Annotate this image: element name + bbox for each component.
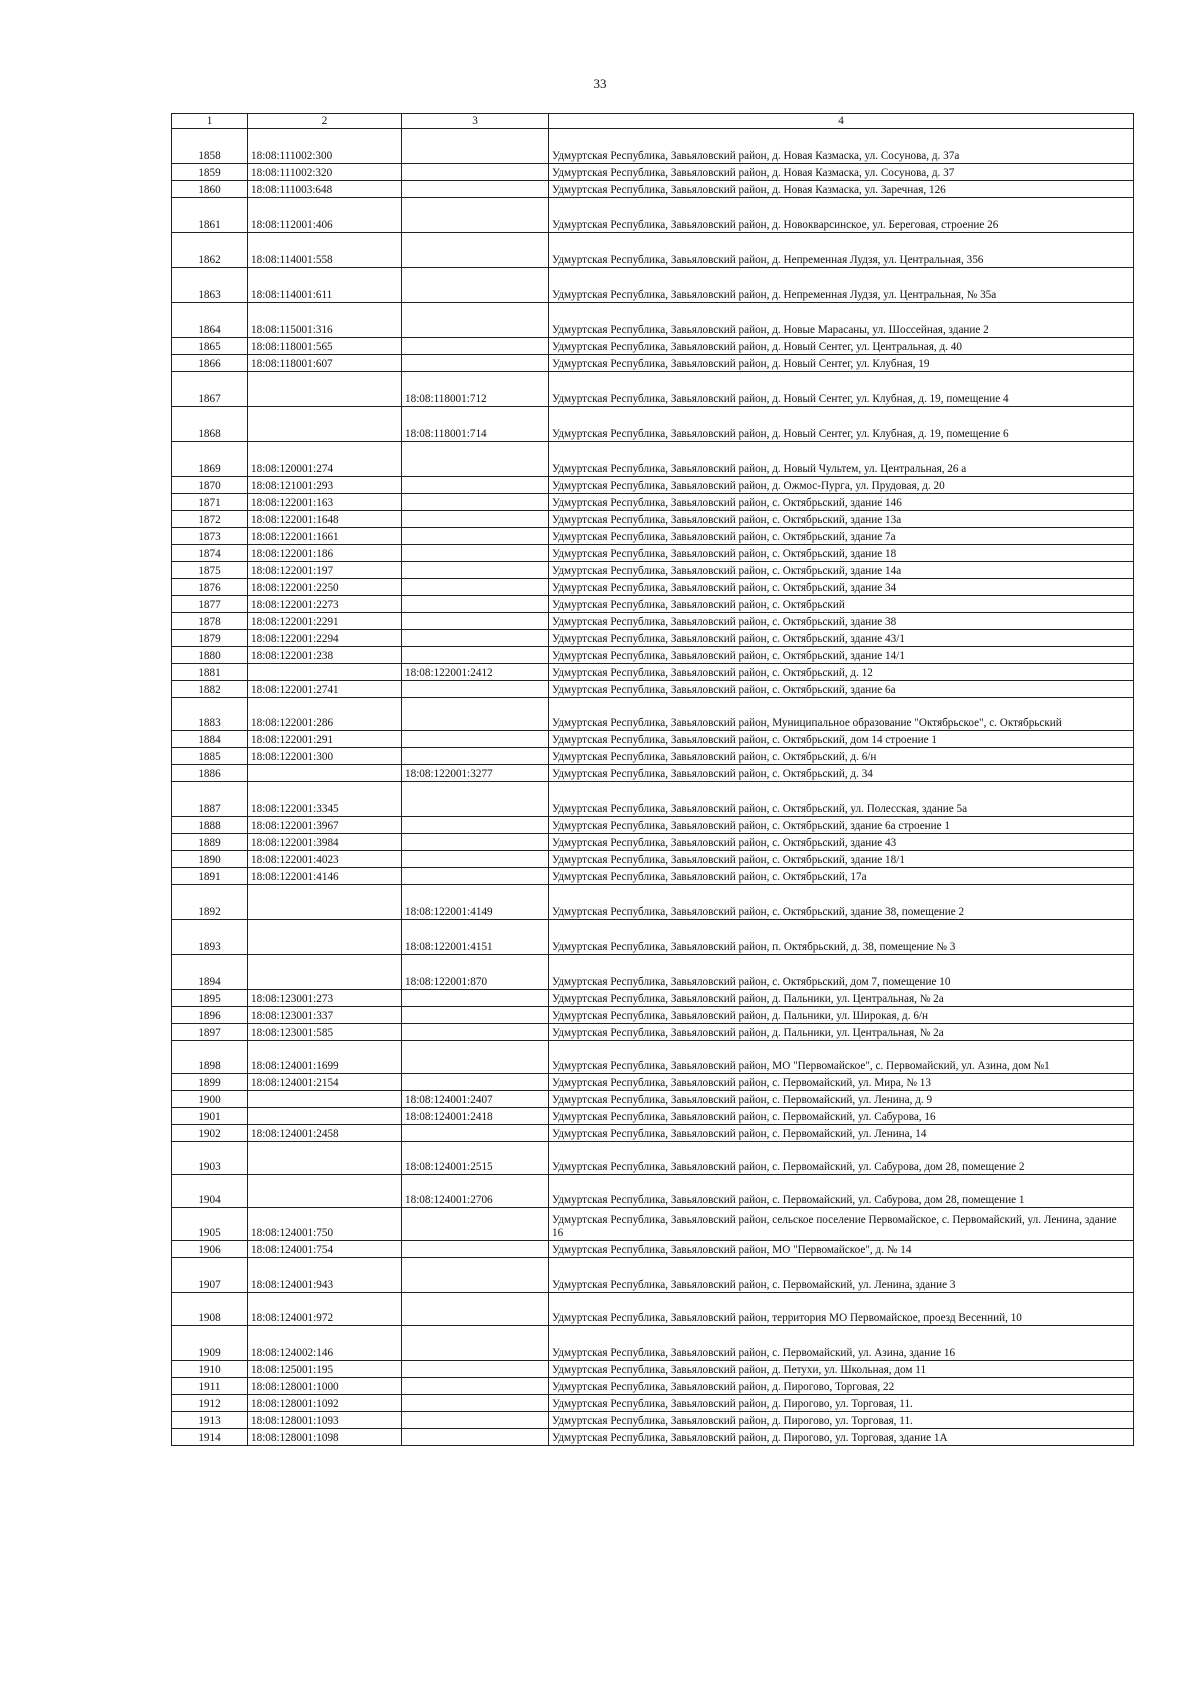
address: Удмуртская Республика, Завьяловский район, с. Октябрьский, здание 43/1 bbox=[549, 630, 1134, 647]
header-col-4: 4 bbox=[549, 114, 1134, 129]
address: Удмуртская Республика, Завьяловский район, д. Пирогово, ул. Торговая, 11. bbox=[549, 1412, 1134, 1429]
row-number: 1895 bbox=[172, 990, 248, 1007]
cadastral-number-premises bbox=[402, 303, 549, 338]
table-row bbox=[172, 817, 1134, 834]
row-number: 1871 bbox=[172, 494, 248, 511]
table-row bbox=[172, 545, 1134, 562]
table-row bbox=[172, 955, 1134, 990]
cadastral-number-premises bbox=[402, 1024, 549, 1041]
address: Удмуртская Республика, Завьяловский район, с. Октябрьский, здание 6а строение 1 bbox=[549, 817, 1134, 834]
table-row bbox=[172, 765, 1134, 782]
row-number: 1862 bbox=[172, 233, 248, 268]
table-row bbox=[172, 1241, 1134, 1258]
address: Удмуртская Республика, Завьяловский район, д. Петухи, ул. Школьная, дом 11 bbox=[549, 1361, 1134, 1378]
row-number: 1859 bbox=[172, 164, 248, 181]
cadastral-number-land: 18:08:123001:585 bbox=[248, 1024, 402, 1041]
row-number: 1899 bbox=[172, 1074, 248, 1091]
cadastral-number-land bbox=[248, 1142, 402, 1175]
address: Удмуртская Республика, Завьяловский район, с. Октябрьский, здание 38 bbox=[549, 613, 1134, 630]
address: Удмуртская Республика, Завьяловский район, с. Октябрьский, д. 6/н bbox=[549, 748, 1134, 765]
row-number: 1913 bbox=[172, 1412, 248, 1429]
address: Удмуртская Республика, Завьяловский район, с. Октябрьский, д. 12 bbox=[549, 664, 1134, 681]
cadastral-number-land: 18:08:122001:2291 bbox=[248, 613, 402, 630]
row-number: 1890 bbox=[172, 851, 248, 868]
cadastral-number-land: 18:08:122001:197 bbox=[248, 562, 402, 579]
cadastral-number-land: 18:08:124001:1699 bbox=[248, 1041, 402, 1074]
row-number: 1865 bbox=[172, 338, 248, 355]
cadastral-number-premises: 18:08:122001:3277 bbox=[402, 765, 549, 782]
address: Удмуртская Республика, Завьяловский район, с. Первомайский, ул. Сабурова, 16 bbox=[549, 1108, 1134, 1125]
table-row bbox=[172, 1024, 1134, 1041]
address: Удмуртская Республика, Завьяловский район, д. Пирогово, Торговая, 22 bbox=[549, 1378, 1134, 1395]
cadastral-number-premises bbox=[402, 338, 549, 355]
cadastral-number-premises bbox=[402, 647, 549, 664]
table-row bbox=[172, 1074, 1134, 1091]
address: Удмуртская Республика, Завьяловский район, д. Пальники, ул. Центральная, № 2а bbox=[549, 1024, 1134, 1041]
row-number: 1876 bbox=[172, 579, 248, 596]
address: Удмуртская Республика, Завьяловский район, с. Октябрьский, здание 18/1 bbox=[549, 851, 1134, 868]
table-row bbox=[172, 355, 1134, 372]
row-number: 1910 bbox=[172, 1361, 248, 1378]
cadastral-number-premises bbox=[402, 528, 549, 545]
row-number: 1872 bbox=[172, 511, 248, 528]
table-row bbox=[172, 198, 1134, 233]
table-row bbox=[172, 1258, 1134, 1293]
row-number: 1896 bbox=[172, 1007, 248, 1024]
cadastral-number-premises: 18:08:124001:2407 bbox=[402, 1091, 549, 1108]
cadastral-number-land: 18:08:111003:648 bbox=[248, 181, 402, 198]
table-row bbox=[172, 181, 1134, 198]
address: Удмуртская Республика, Завьяловский район, д. Новый Сентег, ул. Клубная, д. 19, помещение 6 bbox=[549, 407, 1134, 442]
row-number: 1901 bbox=[172, 1108, 248, 1125]
address: Удмуртская Республика, Завьяловский район, с. Октябрьский, дом 7, помещение 10 bbox=[549, 955, 1134, 990]
row-number: 1861 bbox=[172, 198, 248, 233]
table-row bbox=[172, 613, 1134, 630]
cadastral-number-land bbox=[248, 955, 402, 990]
row-number: 1893 bbox=[172, 920, 248, 955]
cadastral-number-land: 18:08:122001:4146 bbox=[248, 868, 402, 885]
cadastral-number-premises bbox=[402, 1208, 549, 1241]
address: Удмуртская Республика, Завьяловский район, д. Новый Сентег, ул. Клубная, д. 19, помещение 4 bbox=[549, 372, 1134, 407]
table-row bbox=[172, 528, 1134, 545]
cadastral-number-premises bbox=[402, 198, 549, 233]
table-row bbox=[172, 477, 1134, 494]
cadastral-number-premises bbox=[402, 1007, 549, 1024]
table-row bbox=[172, 338, 1134, 355]
address: Удмуртская Республика, Завьяловский район, с. Октябрьский, дом 14 строение 1 bbox=[549, 731, 1134, 748]
cadastral-number-premises bbox=[402, 129, 549, 164]
row-number: 1873 bbox=[172, 528, 248, 545]
registry-table bbox=[171, 113, 1134, 1446]
cadastral-number-premises bbox=[402, 1293, 549, 1326]
cadastral-number-premises bbox=[402, 1395, 549, 1412]
cadastral-number-premises bbox=[402, 698, 549, 731]
cadastral-number-land: 18:08:122001:3984 bbox=[248, 834, 402, 851]
table-row bbox=[172, 268, 1134, 303]
cadastral-number-land bbox=[248, 765, 402, 782]
cadastral-number-premises bbox=[402, 1378, 549, 1395]
row-number: 1877 bbox=[172, 596, 248, 613]
row-number: 1878 bbox=[172, 613, 248, 630]
address: Удмуртская Республика, Завьяловский район, с. Октябрьский, д. 34 bbox=[549, 765, 1134, 782]
header-col-1: 1 bbox=[172, 114, 248, 129]
row-number: 1870 bbox=[172, 477, 248, 494]
cadastral-number-land: 18:08:111002:320 bbox=[248, 164, 402, 181]
table-row bbox=[172, 920, 1134, 955]
cadastral-number-land: 18:08:118001:607 bbox=[248, 355, 402, 372]
row-number: 1882 bbox=[172, 681, 248, 698]
table-row bbox=[172, 834, 1134, 851]
cadastral-number-premises bbox=[402, 562, 549, 579]
cadastral-number-land: 18:08:124001:754 bbox=[248, 1241, 402, 1258]
cadastral-number-premises: 18:08:124001:2418 bbox=[402, 1108, 549, 1125]
cadastral-number-premises bbox=[402, 731, 549, 748]
row-number: 1905 bbox=[172, 1208, 248, 1241]
cadastral-number-land: 18:08:128001:1093 bbox=[248, 1412, 402, 1429]
row-number: 1914 bbox=[172, 1429, 248, 1446]
address: Удмуртская Республика, Завьяловский район, д. Новая Казмаска, ул. Сосунова, д. 37а bbox=[549, 129, 1134, 164]
row-number: 1863 bbox=[172, 268, 248, 303]
row-number: 1887 bbox=[172, 782, 248, 817]
cadastral-number-premises bbox=[402, 1326, 549, 1361]
table-row bbox=[172, 1395, 1134, 1412]
cadastral-number-premises bbox=[402, 1041, 549, 1074]
row-number: 1888 bbox=[172, 817, 248, 834]
cadastral-number-land bbox=[248, 407, 402, 442]
address: Удмуртская Республика, Завьяловский район, с. Первомайский, ул. Сабурова, дом 28, помещение 1 bbox=[549, 1175, 1134, 1208]
table-row bbox=[172, 664, 1134, 681]
row-number: 1875 bbox=[172, 562, 248, 579]
cadastral-number-land: 18:08:114001:558 bbox=[248, 233, 402, 268]
cadastral-number-premises: 18:08:122001:870 bbox=[402, 955, 549, 990]
cadastral-number-land bbox=[248, 1091, 402, 1108]
row-number: 1889 bbox=[172, 834, 248, 851]
table-row bbox=[172, 407, 1134, 442]
cadastral-number-land: 18:08:122001:186 bbox=[248, 545, 402, 562]
row-number: 1892 bbox=[172, 885, 248, 920]
row-number: 1902 bbox=[172, 1125, 248, 1142]
row-number: 1898 bbox=[172, 1041, 248, 1074]
cadastral-number-land: 18:08:124002:146 bbox=[248, 1326, 402, 1361]
header-row bbox=[172, 114, 1134, 129]
row-number: 1867 bbox=[172, 372, 248, 407]
cadastral-number-land: 18:08:128001:1092 bbox=[248, 1395, 402, 1412]
table-row bbox=[172, 698, 1134, 731]
cadastral-number-land: 18:08:125001:195 bbox=[248, 1361, 402, 1378]
cadastral-number-premises: 18:08:122001:4149 bbox=[402, 885, 549, 920]
table-row bbox=[172, 511, 1134, 528]
table-row bbox=[172, 1142, 1134, 1175]
cadastral-number-land bbox=[248, 920, 402, 955]
cadastral-number-land: 18:08:128001:1000 bbox=[248, 1378, 402, 1395]
address: Удмуртская Республика, Завьяловский район, с. Октябрьский, 17а bbox=[549, 868, 1134, 885]
cadastral-number-land: 18:08:115001:316 bbox=[248, 303, 402, 338]
cadastral-number-land: 18:08:122001:2273 bbox=[248, 596, 402, 613]
table-row bbox=[172, 647, 1134, 664]
row-number: 1886 bbox=[172, 765, 248, 782]
cadastral-number-premises bbox=[402, 613, 549, 630]
address: Удмуртская Республика, Завьяловский район, д. Новые Марасаны, ул. Шоссейная, здание 2 bbox=[549, 303, 1134, 338]
table-row bbox=[172, 1041, 1134, 1074]
table-row bbox=[172, 851, 1134, 868]
cadastral-number-land: 18:08:114001:611 bbox=[248, 268, 402, 303]
row-number: 1864 bbox=[172, 303, 248, 338]
row-number: 1860 bbox=[172, 181, 248, 198]
cadastral-number-land bbox=[248, 664, 402, 681]
cadastral-number-premises bbox=[402, 748, 549, 765]
table-row bbox=[172, 990, 1134, 1007]
row-number: 1884 bbox=[172, 731, 248, 748]
address: Удмуртская Республика, Завьяловский район, с. Первомайский, ул. Ленина, д. 9 bbox=[549, 1091, 1134, 1108]
address: Удмуртская Республика, Завьяловский район, п. Октябрьский, д. 38, помещение № 3 bbox=[549, 920, 1134, 955]
cadastral-number-land: 18:08:122001:2294 bbox=[248, 630, 402, 647]
row-number: 1858 bbox=[172, 129, 248, 164]
cadastral-number-premises bbox=[402, 1074, 549, 1091]
cadastral-number-premises: 18:08:122001:2412 bbox=[402, 664, 549, 681]
address: Удмуртская Республика, Завьяловский район, д. Пирогово, ул. Торговая, 11. bbox=[549, 1395, 1134, 1412]
address: Удмуртская Республика, Завьяловский район, с. Первомайский, ул. Мира, № 13 bbox=[549, 1074, 1134, 1091]
table-row bbox=[172, 782, 1134, 817]
cadastral-number-premises bbox=[402, 477, 549, 494]
cadastral-number-land: 18:08:122001:4023 bbox=[248, 851, 402, 868]
page-number: 33 bbox=[593, 76, 607, 91]
cadastral-number-land: 18:08:122001:300 bbox=[248, 748, 402, 765]
table-row bbox=[172, 748, 1134, 765]
cadastral-number-premises bbox=[402, 1361, 549, 1378]
cadastral-number-land bbox=[248, 1175, 402, 1208]
address: Удмуртская Республика, Завьяловский район, Муниципальное образование "Октябрьское", с. Октябрьский bbox=[549, 698, 1134, 731]
cadastral-number-premises bbox=[402, 1429, 549, 1446]
row-number: 1894 bbox=[172, 955, 248, 990]
cadastral-number-land: 18:08:124001:2458 bbox=[248, 1125, 402, 1142]
row-number: 1897 bbox=[172, 1024, 248, 1041]
address: Удмуртская Республика, Завьяловский район, д. Новая Казмаска, ул. Заречная, 126 bbox=[549, 181, 1134, 198]
address: Удмуртская Республика, Завьяловский район, с. Октябрьский, здание 38, помещение 2 bbox=[549, 885, 1134, 920]
cadastral-number-premises bbox=[402, 851, 549, 868]
cadastral-number-premises bbox=[402, 596, 549, 613]
cadastral-number-land: 18:08:120001:274 bbox=[248, 442, 402, 477]
address: Удмуртская Республика, Завьяловский район, с. Октябрьский, здание 146 bbox=[549, 494, 1134, 511]
row-number: 1874 bbox=[172, 545, 248, 562]
cadastral-number-premises bbox=[402, 1412, 549, 1429]
address: Удмуртская Республика, Завьяловский район, сельское поселение Первомайское, с. Первомайский, ул. Ленина, здание 16 bbox=[549, 1208, 1134, 1241]
address: Удмуртская Республика, Завьяловский район, с. Октябрьский, здание 13а bbox=[549, 511, 1134, 528]
row-number: 1912 bbox=[172, 1395, 248, 1412]
address: Удмуртская Республика, Завьяловский район, МО "Первомайское", д. № 14 bbox=[549, 1241, 1134, 1258]
table-row bbox=[172, 731, 1134, 748]
cadastral-number-land: 18:08:122001:1661 bbox=[248, 528, 402, 545]
address: Удмуртская Республика, Завьяловский район, с. Первомайский, ул. Ленина, 14 bbox=[549, 1125, 1134, 1142]
address: Удмуртская Республика, Завьяловский район, д. Пирогово, ул. Торговая, здание 1А bbox=[549, 1429, 1134, 1446]
cadastral-number-premises bbox=[402, 164, 549, 181]
cadastral-number-land: 18:08:122001:2250 bbox=[248, 579, 402, 596]
address: Удмуртская Республика, Завьяловский район, д. Пальники, ул. Центральная, № 2а bbox=[549, 990, 1134, 1007]
table-row bbox=[172, 1361, 1134, 1378]
address: Удмуртская Республика, Завьяловский район, с. Октябрьский, здание 14/1 bbox=[549, 647, 1134, 664]
cadastral-number-premises bbox=[402, 868, 549, 885]
address: Удмуртская Республика, Завьяловский район, МО "Первомайское", с. Первомайский, ул. Азина, дом №1 bbox=[549, 1041, 1134, 1074]
cadastral-number-premises bbox=[402, 782, 549, 817]
cadastral-number-premises bbox=[402, 494, 549, 511]
cadastral-number-land: 18:08:123001:337 bbox=[248, 1007, 402, 1024]
cadastral-number-premises bbox=[402, 442, 549, 477]
table-row bbox=[172, 681, 1134, 698]
row-number: 1900 bbox=[172, 1091, 248, 1108]
table-row bbox=[172, 868, 1134, 885]
address: Удмуртская Республика, Завьяловский район, с. Октябрьский, здание 6а bbox=[549, 681, 1134, 698]
cadastral-number-premises bbox=[402, 579, 549, 596]
table-row bbox=[172, 233, 1134, 268]
table-row bbox=[172, 1326, 1134, 1361]
cadastral-number-premises: 18:08:124001:2706 bbox=[402, 1175, 549, 1208]
table-row bbox=[172, 494, 1134, 511]
row-number: 1881 bbox=[172, 664, 248, 681]
cadastral-number-premises bbox=[402, 268, 549, 303]
cadastral-number-premises bbox=[402, 990, 549, 1007]
header-col-3: 3 bbox=[402, 114, 549, 129]
cadastral-number-premises bbox=[402, 1241, 549, 1258]
address: Удмуртская Республика, Завьяловский район, с. Октябрьский bbox=[549, 596, 1134, 613]
table-row bbox=[172, 630, 1134, 647]
address: Удмуртская Республика, Завьяловский район, д. Ожмос-Пурга, ул. Прудовая, д. 20 bbox=[549, 477, 1134, 494]
cadastral-number-premises bbox=[402, 355, 549, 372]
cadastral-number-premises bbox=[402, 817, 549, 834]
table-row bbox=[172, 1208, 1134, 1241]
row-number: 1866 bbox=[172, 355, 248, 372]
cadastral-number-land bbox=[248, 372, 402, 407]
table-row bbox=[172, 1293, 1134, 1326]
cadastral-number-premises bbox=[402, 545, 549, 562]
cadastral-number-land: 18:08:128001:1098 bbox=[248, 1429, 402, 1446]
table-row bbox=[172, 1007, 1134, 1024]
table-row bbox=[172, 442, 1134, 477]
row-number: 1868 bbox=[172, 407, 248, 442]
table-row bbox=[172, 129, 1134, 164]
table-row bbox=[172, 596, 1134, 613]
cadastral-number-premises bbox=[402, 233, 549, 268]
cadastral-number-land: 18:08:122001:2741 bbox=[248, 681, 402, 698]
address: Удмуртская Республика, Завьяловский район, с. Октябрьский, ул. Полесская, здание 5а bbox=[549, 782, 1134, 817]
address: Удмуртская Республика, Завьяловский район, с. Первомайский, ул. Азина, здание 16 bbox=[549, 1326, 1134, 1361]
cadastral-number-premises: 18:08:118001:714 bbox=[402, 407, 549, 442]
cadastral-number-premises bbox=[402, 1125, 549, 1142]
cadastral-number-land: 18:08:122001:163 bbox=[248, 494, 402, 511]
cadastral-number-land: 18:08:124001:2154 bbox=[248, 1074, 402, 1091]
row-number: 1911 bbox=[172, 1378, 248, 1395]
row-number: 1903 bbox=[172, 1142, 248, 1175]
address: Удмуртская Республика, Завьяловский район, с. Октябрьский, здание 18 bbox=[549, 545, 1134, 562]
address: Удмуртская Республика, Завьяловский район, с. Первомайский, ул. Ленина, здание 3 bbox=[549, 1258, 1134, 1293]
table-row bbox=[172, 885, 1134, 920]
cadastral-number-land: 18:08:118001:565 bbox=[248, 338, 402, 355]
table-row bbox=[172, 562, 1134, 579]
row-number: 1891 bbox=[172, 868, 248, 885]
cadastral-number-land: 18:08:122001:238 bbox=[248, 647, 402, 664]
table-body bbox=[172, 129, 1134, 1446]
cadastral-number-land: 18:08:122001:286 bbox=[248, 698, 402, 731]
cadastral-number-land bbox=[248, 1108, 402, 1125]
table-row bbox=[172, 579, 1134, 596]
cadastral-number-land bbox=[248, 885, 402, 920]
cadastral-number-premises: 18:08:118001:712 bbox=[402, 372, 549, 407]
cadastral-number-land: 18:08:122001:3345 bbox=[248, 782, 402, 817]
cadastral-number-premises bbox=[402, 630, 549, 647]
address: Удмуртская Республика, Завьяловский район, с. Октябрьский, здание 14а bbox=[549, 562, 1134, 579]
row-number: 1909 bbox=[172, 1326, 248, 1361]
table-row bbox=[172, 1125, 1134, 1142]
table-row bbox=[172, 1412, 1134, 1429]
address: Удмуртская Республика, Завьяловский район, д. Новый Чультем, ул. Центральная, 26 а bbox=[549, 442, 1134, 477]
cadastral-number-land: 18:08:112001:406 bbox=[248, 198, 402, 233]
header-col-2: 2 bbox=[248, 114, 402, 129]
table-row bbox=[172, 1429, 1134, 1446]
table-row bbox=[172, 1378, 1134, 1395]
cadastral-number-premises bbox=[402, 181, 549, 198]
cadastral-number-premises bbox=[402, 511, 549, 528]
address: Удмуртская Республика, Завьяловский район, с. Октябрьский, здание 34 bbox=[549, 579, 1134, 596]
address: Удмуртская Республика, Завьяловский район, д. Пальники, ул. Широкая, д. 6/н bbox=[549, 1007, 1134, 1024]
table-row bbox=[172, 1175, 1134, 1208]
address: Удмуртская Республика, Завьяловский район, д. Новый Сентег, ул. Центральная, д. 40 bbox=[549, 338, 1134, 355]
address: Удмуртская Республика, Завьяловский район, территория МО Первомайское, проезд Весенний, 10 bbox=[549, 1293, 1134, 1326]
address: Удмуртская Республика, Завьяловский район, с. Октябрьский, здание 7а bbox=[549, 528, 1134, 545]
cadastral-number-land: 18:08:111002:300 bbox=[248, 129, 402, 164]
table-row bbox=[172, 303, 1134, 338]
cadastral-number-premises: 18:08:124001:2515 bbox=[402, 1142, 549, 1175]
address: Удмуртская Республика, Завьяловский район, д. Новокварсинское, ул. Береговая, строение 26 bbox=[549, 198, 1134, 233]
address: Удмуртская Республика, Завьяловский район, д. Новый Сентег, ул. Клубная, 19 bbox=[549, 355, 1134, 372]
cadastral-number-land: 18:08:124001:972 bbox=[248, 1293, 402, 1326]
cadastral-number-land: 18:08:124001:750 bbox=[248, 1208, 402, 1241]
row-number: 1880 bbox=[172, 647, 248, 664]
row-number: 1869 bbox=[172, 442, 248, 477]
table-row bbox=[172, 164, 1134, 181]
address: Удмуртская Республика, Завьяловский район, д. Непременная Лудзя, ул. Центральная, № 35а bbox=[549, 268, 1134, 303]
cadastral-number-land: 18:08:121001:293 bbox=[248, 477, 402, 494]
row-number: 1885 bbox=[172, 748, 248, 765]
cadastral-number-premises bbox=[402, 681, 549, 698]
address: Удмуртская Республика, Завьяловский район, д. Непременная Лудзя, ул. Центральная, 356 bbox=[549, 233, 1134, 268]
table-row bbox=[172, 1091, 1134, 1108]
address: Удмуртская Республика, Завьяловский район, с. Первомайский, ул. Сабурова, дом 28, помещение 2 bbox=[549, 1142, 1134, 1175]
cadastral-number-land: 18:08:122001:291 bbox=[248, 731, 402, 748]
cadastral-number-land: 18:08:122001:1648 bbox=[248, 511, 402, 528]
cadastral-number-land: 18:08:122001:3967 bbox=[248, 817, 402, 834]
cadastral-number-premises bbox=[402, 1258, 549, 1293]
table-header bbox=[172, 114, 1134, 129]
row-number: 1906 bbox=[172, 1241, 248, 1258]
row-number: 1879 bbox=[172, 630, 248, 647]
cadastral-number-premises bbox=[402, 834, 549, 851]
row-number: 1908 bbox=[172, 1293, 248, 1326]
table-row bbox=[172, 1108, 1134, 1125]
row-number: 1883 bbox=[172, 698, 248, 731]
row-number: 1907 bbox=[172, 1258, 248, 1293]
address: Удмуртская Республика, Завьяловский район, д. Новая Казмаска, ул. Сосунова, д. 37 bbox=[549, 164, 1134, 181]
cadastral-number-premises: 18:08:122001:4151 bbox=[402, 920, 549, 955]
table-row bbox=[172, 372, 1134, 407]
address: Удмуртская Республика, Завьяловский район, с. Октябрьский, здание 43 bbox=[549, 834, 1134, 851]
cadastral-number-land: 18:08:123001:273 bbox=[248, 990, 402, 1007]
row-number: 1904 bbox=[172, 1175, 248, 1208]
cadastral-number-land: 18:08:124001:943 bbox=[248, 1258, 402, 1293]
